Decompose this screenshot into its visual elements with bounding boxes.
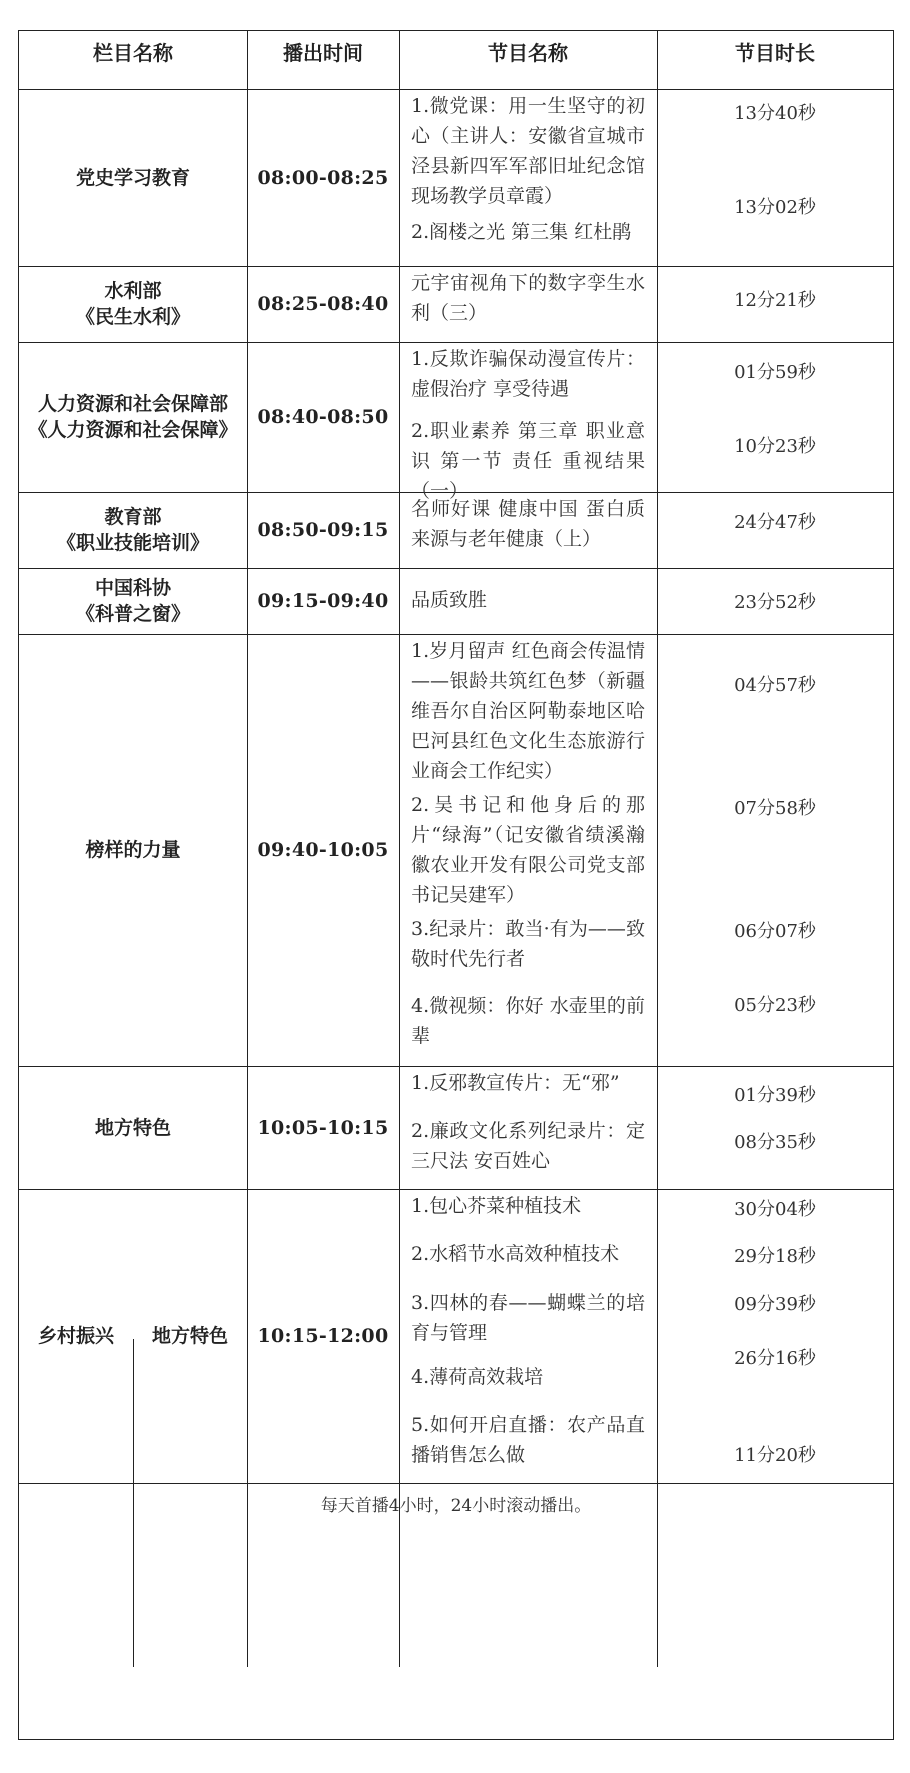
- column-label: 人力资源和社会保障部: [37, 393, 228, 415]
- header-column-name: 栏目名称: [93, 40, 173, 65]
- duration-value: 24分47秒: [734, 512, 816, 533]
- duration-value: 30分04秒: [734, 1199, 816, 1220]
- column-label: 中国科协: [94, 577, 171, 599]
- duration-cell: [657, 1189, 893, 1483]
- program-item: 3.纪录片：敢当·有为——致敬时代先行者: [411, 918, 645, 970]
- duration-value: 06分07秒: [734, 921, 816, 942]
- row-column-name: [19, 568, 247, 634]
- duration-value: 12分21秒: [734, 290, 816, 311]
- program-item: 1.反欺诈骗保动漫宣传片：虚假治疗 享受待遇: [411, 348, 645, 400]
- row-air-time: 09:40-10:05: [257, 839, 389, 861]
- program-item: 4.薄荷高效栽培: [411, 1366, 544, 1388]
- duration-value: 29分18秒: [734, 1246, 816, 1267]
- column-label: 党史学习教育: [75, 166, 190, 189]
- program-item: 名师好课 健康中国 蛋白质来源与老年健康（上）: [411, 498, 645, 550]
- program-item: 2.职业素养 第三章 职业意识 第一节 责任 重视结果（一）: [411, 420, 645, 502]
- duration-value: 01分39秒: [734, 1085, 816, 1106]
- program-item: 1.反邪教宣传片：无“邪”: [411, 1072, 620, 1094]
- program-item: 元宇宙视角下的数字孪生水利（三）: [411, 272, 645, 324]
- duration-value: 08分35秒: [734, 1132, 816, 1153]
- column-label: 地方特色: [94, 1116, 171, 1139]
- header-air-time: 播出时间: [283, 40, 363, 65]
- duration-value: 04分57秒: [734, 675, 816, 696]
- program-item: 5.如何开启直播：农产品直播销售怎么做: [411, 1414, 645, 1466]
- program-item: 1.包心芥菜种植技术: [411, 1195, 582, 1217]
- header-program-name: 节目名称: [488, 40, 568, 65]
- program-item: 2.廉政文化系列纪录片：定三尺法 安百姓心: [411, 1120, 645, 1172]
- column-sublabel: 《职业技能培训》: [56, 532, 209, 554]
- column-sublabel: 《科普之窗》: [75, 603, 190, 625]
- column-sublabel: 《民生水利》: [75, 306, 190, 328]
- row-column-name: [19, 342, 247, 492]
- program-item: 2.吴书记和他身后的那片“绿海”（记安徽省绩溪瀚徽农业开发有限公司党支部书记吴建军）: [411, 794, 645, 906]
- duration-value: 07分58秒: [734, 798, 816, 819]
- column-divider: [399, 31, 400, 1667]
- duration-value: 01分59秒: [734, 362, 816, 383]
- duration-cell: [657, 568, 893, 634]
- column-label: 榜样的力量: [85, 839, 181, 861]
- duration-cell: [657, 634, 893, 1066]
- program-item: 2.阁楼之光 第三集 红杜鹃: [411, 221, 632, 243]
- row-air-time: 09:15-09:40: [257, 590, 389, 612]
- row-air-time: 08:25-08:40: [257, 293, 389, 315]
- duration-value: 10分23秒: [734, 436, 816, 457]
- program-item: 1.微党课：用一生坚守的初心（主讲人：安徽省宣城市泾县新四军军部旧址纪念馆现场教学员章霞）: [411, 95, 645, 207]
- program-item: 1.岁月留声 红色商会传温情——银龄共筑红色梦（新疆维吾尔自治区阿勒泰地区哈巴河县红色文化生态旅游行业商会工作纪实）: [411, 640, 645, 782]
- duration-value: 13分40秒: [734, 103, 816, 124]
- duration-cell: [657, 266, 893, 342]
- row-column-name: [19, 89, 247, 266]
- duration-value: 26分16秒: [734, 1348, 816, 1369]
- duration-value: 05分23秒: [734, 995, 816, 1016]
- row-air-time: 08:50-09:15: [257, 519, 389, 541]
- schedule-table: [18, 30, 894, 1740]
- row-column-name: [19, 266, 247, 342]
- duration-value: 13分02秒: [734, 197, 816, 218]
- row-air-time: 10:15-12:00: [257, 1325, 389, 1347]
- program-item: 4.微视频：你好 水壶里的前辈: [411, 995, 645, 1047]
- duration-value: 23分52秒: [734, 592, 816, 613]
- row-column-subname: 地方特色: [151, 1325, 228, 1347]
- duration-value: 09分39秒: [734, 1294, 816, 1315]
- duration-cell: [657, 1066, 893, 1189]
- row-column-name: 乡村振兴: [37, 1325, 114, 1347]
- row-column-name: [19, 634, 247, 1066]
- column-label: 水利部: [104, 280, 162, 302]
- duration-cell: [657, 342, 893, 492]
- program-item: 品质致胜: [411, 589, 488, 611]
- table-footer-note: 每天首播4小时，24小时滚动播出。: [320, 1495, 592, 1516]
- row-air-time: 08:40-08:50: [257, 406, 389, 428]
- program-item: 3.四林的春——蝴蝶兰的培育与管理: [411, 1292, 645, 1344]
- duration-value: 11分20秒: [734, 1445, 816, 1466]
- row-column-name: [19, 492, 247, 568]
- row-air-time: 08:00-08:25: [257, 166, 389, 189]
- column-label: 教育部: [104, 506, 162, 528]
- header-duration: 节目时长: [735, 40, 815, 65]
- row-air-time: 10:05-10:15: [257, 1116, 389, 1139]
- duration-cell: [657, 492, 893, 568]
- row-column-name: [19, 1066, 247, 1189]
- duration-cell: [657, 89, 893, 266]
- program-item: 2.水稻节水高效种植技术: [411, 1243, 620, 1265]
- column-sublabel: 《人力资源和社会保障》: [28, 419, 238, 441]
